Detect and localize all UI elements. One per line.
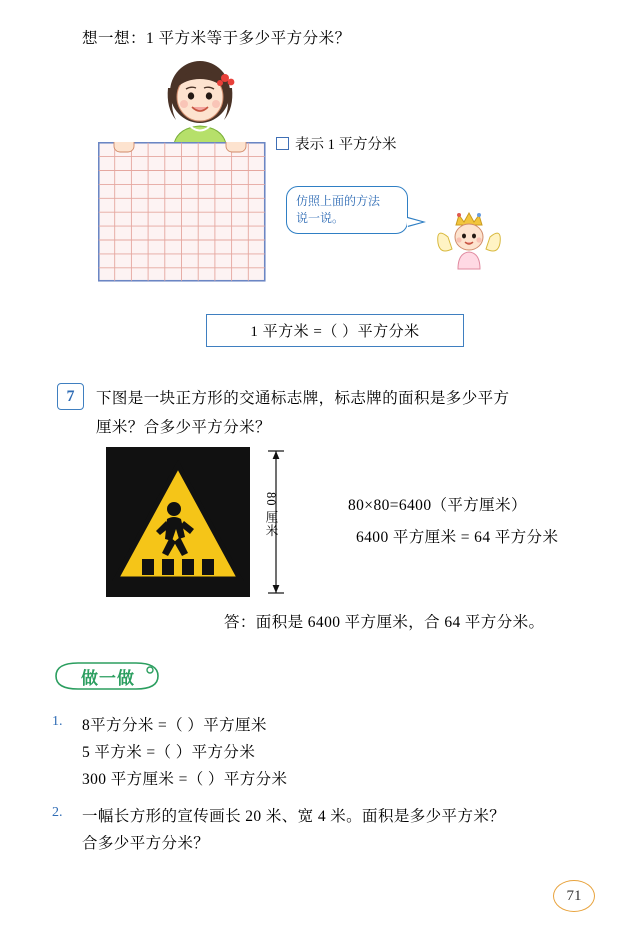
exercise-number-7: 7 — [57, 383, 84, 410]
legend-label: 表示 1 平方分米 — [295, 137, 397, 153]
practice-item-2-line-1: 一幅长方形的宣传画长 20 米、宽 4 米。面积是多少平方米？ — [82, 808, 506, 825]
calc-line-1: 80×80=6400（平方厘米） — [348, 497, 527, 514]
exercise-7-calculation — [348, 490, 558, 554]
girl-illustration — [140, 52, 260, 152]
exercise-7-question — [96, 384, 566, 442]
practice-item-1 — [82, 712, 512, 793]
calc-line-2: 6400 平方厘米 = 64 平方分米 — [356, 529, 559, 546]
exercise-7-line-2: 厘米？合多少平方分米？ — [96, 419, 271, 436]
legend-square-icon — [276, 137, 289, 150]
legend — [276, 133, 397, 154]
bubble-line-1: 仿照上面的方法 — [296, 194, 381, 208]
exercise-7-answer: 答：面积是 6400 平方厘米，合 64 平方分米。 — [224, 614, 545, 631]
practice-item-1-line-2: 5 平方米 =（ ）平方分米 — [82, 744, 256, 761]
exercise-7-line-1: 下图是一块正方形的交通标志牌，标志牌的面积是多少平方 — [96, 390, 510, 407]
practice-item-1-line-3: 300 平方厘米 =（ ）平方分米 — [82, 771, 288, 788]
page-number: 71 — [553, 880, 595, 912]
square-meter-grid — [98, 142, 266, 282]
angel-character-illustration — [436, 207, 502, 273]
pedestrian-crossing-sign-image — [106, 447, 250, 597]
practice-item-2-line-2: 合多少平方分米？ — [82, 835, 210, 852]
page-title: 想一想：1 平方米等于多少平方分米？ — [82, 30, 351, 47]
formula-box — [206, 314, 464, 347]
practice-item-2-number: 2. — [52, 805, 63, 820]
practice-item-1-line-1: 8平方分米 =（ ）平方厘米 — [82, 717, 267, 734]
bubble-line-2: 说一说。 — [296, 211, 345, 225]
speech-bubble — [286, 186, 408, 234]
dimension-label: 80 厘米 — [264, 492, 278, 538]
formula-text: 1 平方米 =（ ）平方分米 — [250, 324, 420, 340]
practice-section-title: 做一做 — [81, 668, 135, 688]
speech-bubble-tail-inner — [407, 218, 422, 226]
practice-item-1-number: 1. — [52, 714, 63, 729]
practice-item-2 — [82, 803, 552, 857]
